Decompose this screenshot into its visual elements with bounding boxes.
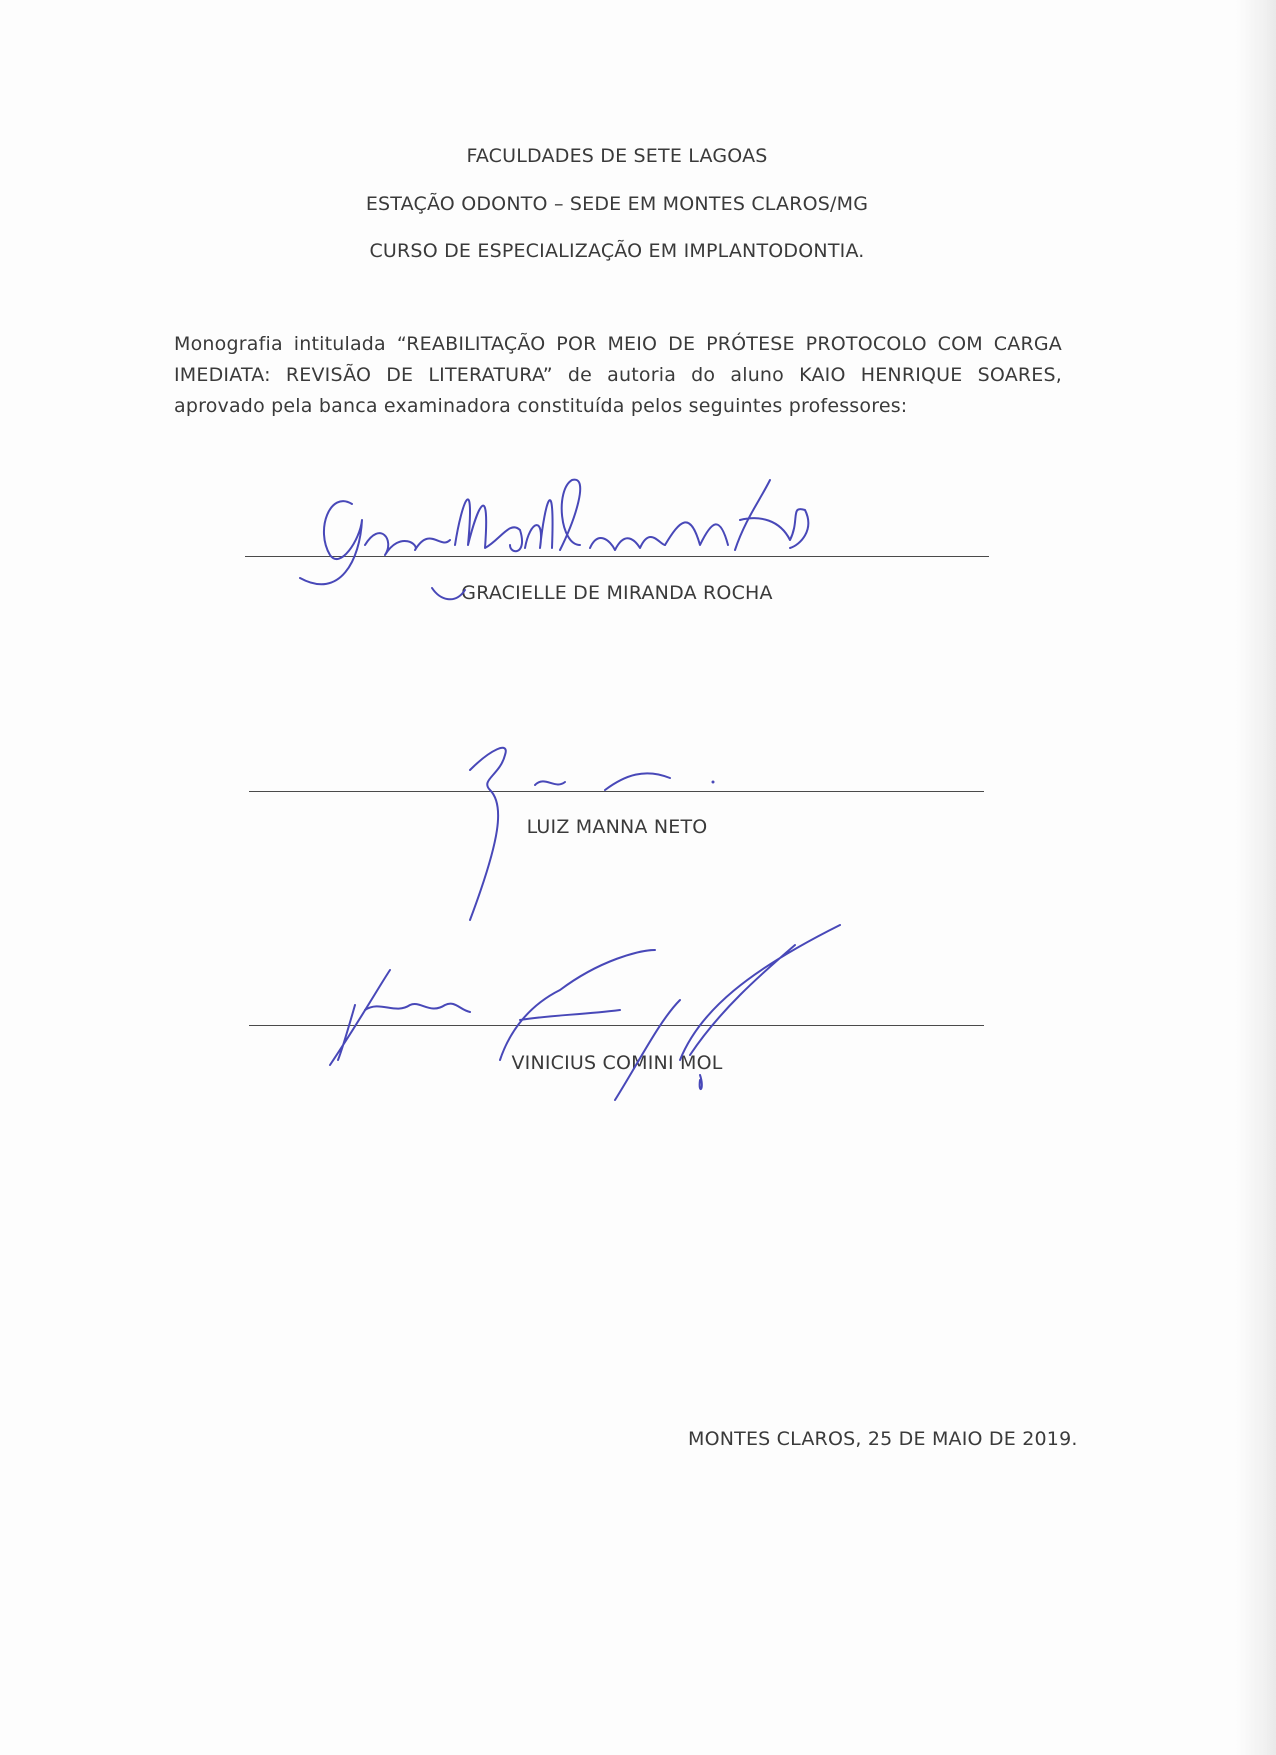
campus-name: ESTAÇÃO ODONTO – SEDE EM MONTES CLAROS/MG: [365, 193, 869, 215]
signature-line-3: [249, 1025, 984, 1026]
examiner-name-2: LUIZ MANNA NETO: [526, 816, 708, 838]
examiner-name-3: VINICIUS COMINI MOL: [511, 1052, 723, 1074]
course-name: CURSO DE ESPECIALIZAÇÃO EM IMPLANTODONTIA.: [369, 240, 865, 262]
signature-line-2: [249, 791, 984, 792]
place-date: MONTES CLAROS, 25 DE MAIO DE 2019.: [688, 1428, 1078, 1450]
institution-name: FACULDADES DE SETE LAGOAS: [466, 145, 768, 167]
scan-edge-shadow: [1236, 0, 1276, 1755]
approval-paragraph: Monografia intitulada “REABILITAÇÃO POR MEIO DE PRÓTESE PROTOCOLO COM CARGA IMEDIATA: REVISÃO DE LITERATURA” de autoria do aluno KAIO HENRIQUE SOARES, aprovado pela banca examinadora constituída pelos seguintes professores:: [174, 333, 1062, 417]
signature-line-1: [245, 556, 989, 557]
examiner-name-1: GRACIELLE DE MIRANDA ROCHA: [461, 582, 773, 604]
